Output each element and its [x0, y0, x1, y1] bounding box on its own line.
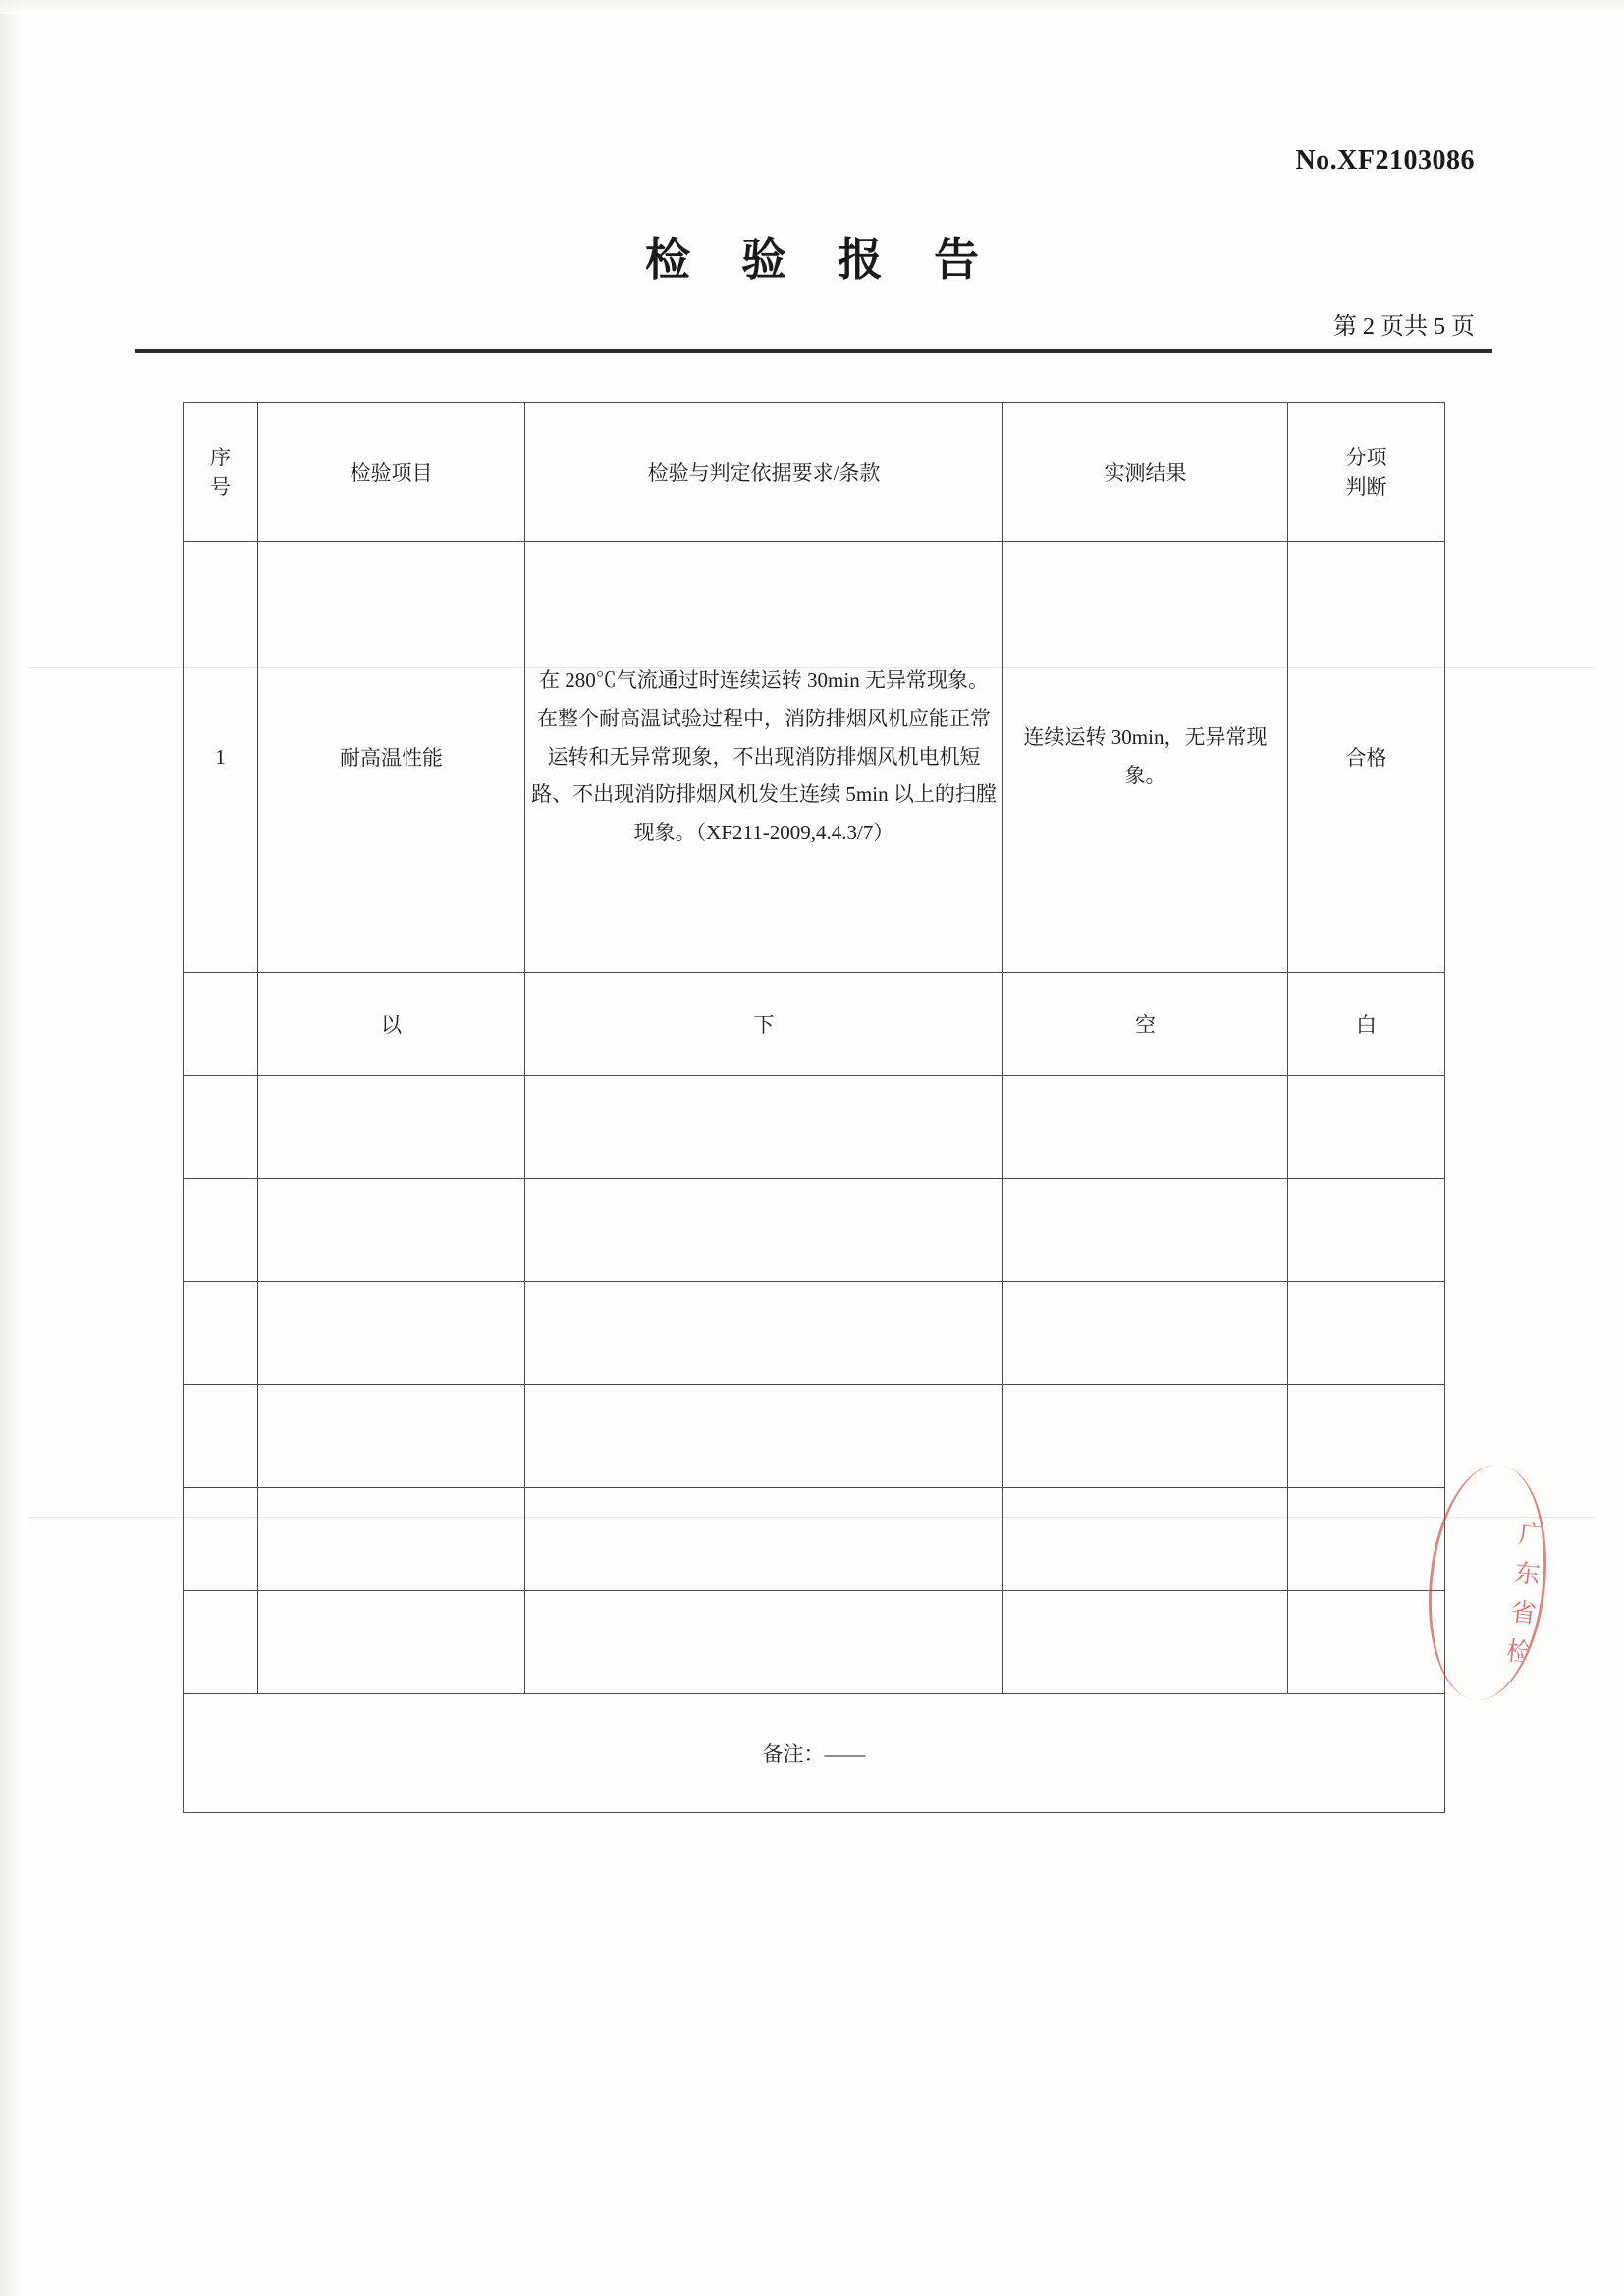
row-4-result [1003, 1179, 1288, 1282]
table-row [184, 973, 1445, 1076]
row-1-item: 耐高温性能 [258, 542, 525, 973]
row-5-no [184, 1282, 258, 1385]
row-8-item [258, 1591, 525, 1694]
table-row [184, 1591, 1445, 1694]
row-8-requirement [525, 1591, 1003, 1694]
report-table [183, 402, 1445, 1813]
column-header-no [184, 403, 258, 542]
row-2-requirement: 下 [525, 973, 1003, 1076]
row-4-item [258, 1179, 525, 1282]
column-header-no-line1: 序 [210, 445, 231, 469]
row-5-result [1003, 1282, 1288, 1385]
header-divider [135, 349, 1492, 353]
row-7-no [184, 1488, 258, 1591]
scan-edge-left [0, 0, 26, 2296]
scan-edge-top [0, 0, 1624, 14]
table-row [184, 1076, 1445, 1179]
row-8-result [1003, 1591, 1288, 1694]
table-header-row [184, 403, 1445, 542]
row-6-no [184, 1385, 258, 1488]
table-row [184, 542, 1445, 973]
row-2-result: 空 [1003, 973, 1288, 1076]
row-2-item: 以 [258, 973, 525, 1076]
remark-text: 备注：—— [184, 1694, 1445, 1813]
row-7-judgement [1288, 1488, 1445, 1591]
row-7-requirement [525, 1488, 1003, 1591]
row-1-result: 连续运转 30min，无异常现象。 [1003, 542, 1288, 973]
row-1-no: 1 [184, 542, 258, 973]
row-1-requirement: 在 280℃气流通过时连续运转 30min 无异常现象。在整个耐高温试验过程中，消防排烟风机应能正常运转和无异常现象，不出现消防排烟风机电机短路、不出现消防排烟风机发生连续 5min 以上的扫膛现象。（XF211-2009,4.4.3/7） [525, 542, 1003, 973]
column-header-item: 检验项目 [258, 403, 525, 542]
official-seal-stamp: 广东省检 [1418, 1459, 1557, 1705]
table-row [184, 1282, 1445, 1385]
row-7-result [1003, 1488, 1288, 1591]
table-row [184, 1385, 1445, 1488]
row-8-judgement [1288, 1591, 1445, 1694]
table-row [184, 1179, 1445, 1282]
row-4-no [184, 1179, 258, 1282]
page-count: 第 2 页共 5 页 [1333, 314, 1475, 340]
row-2-judgement: 白 [1288, 973, 1445, 1076]
row-4-judgement [1288, 1179, 1445, 1282]
row-8-no [184, 1591, 258, 1694]
row-6-item [258, 1385, 525, 1488]
table-row [184, 1488, 1445, 1591]
row-6-result [1003, 1385, 1288, 1488]
row-3-item [258, 1076, 525, 1179]
column-header-judgement [1288, 403, 1445, 542]
report-table-container [183, 402, 1444, 1813]
row-3-requirement [525, 1076, 1003, 1179]
row-6-judgement [1288, 1385, 1445, 1488]
row-1-judgement: 合格 [1288, 542, 1445, 973]
row-3-no [184, 1076, 258, 1179]
row-7-item [258, 1488, 525, 1591]
row-3-result [1003, 1076, 1288, 1179]
column-header-judgement-line1: 分项 [1345, 445, 1387, 469]
column-header-no-line2: 号 [210, 475, 231, 499]
row-5-item [258, 1282, 525, 1385]
column-header-judgement-line2: 判断 [1345, 475, 1387, 499]
row-5-judgement [1288, 1282, 1445, 1385]
row-6-requirement [525, 1385, 1003, 1488]
remark-row [184, 1694, 1445, 1813]
column-header-requirement: 检验与判定依据要求/条款 [525, 403, 1003, 542]
column-header-result: 实测结果 [1003, 403, 1288, 542]
row-2-no [184, 973, 258, 1076]
row-5-requirement [525, 1282, 1003, 1385]
row-3-judgement [1288, 1076, 1445, 1179]
row-4-requirement [525, 1179, 1003, 1282]
document-number: No.XF2103086 [1295, 145, 1475, 176]
page-title: 检 验 报 告 [644, 233, 998, 286]
